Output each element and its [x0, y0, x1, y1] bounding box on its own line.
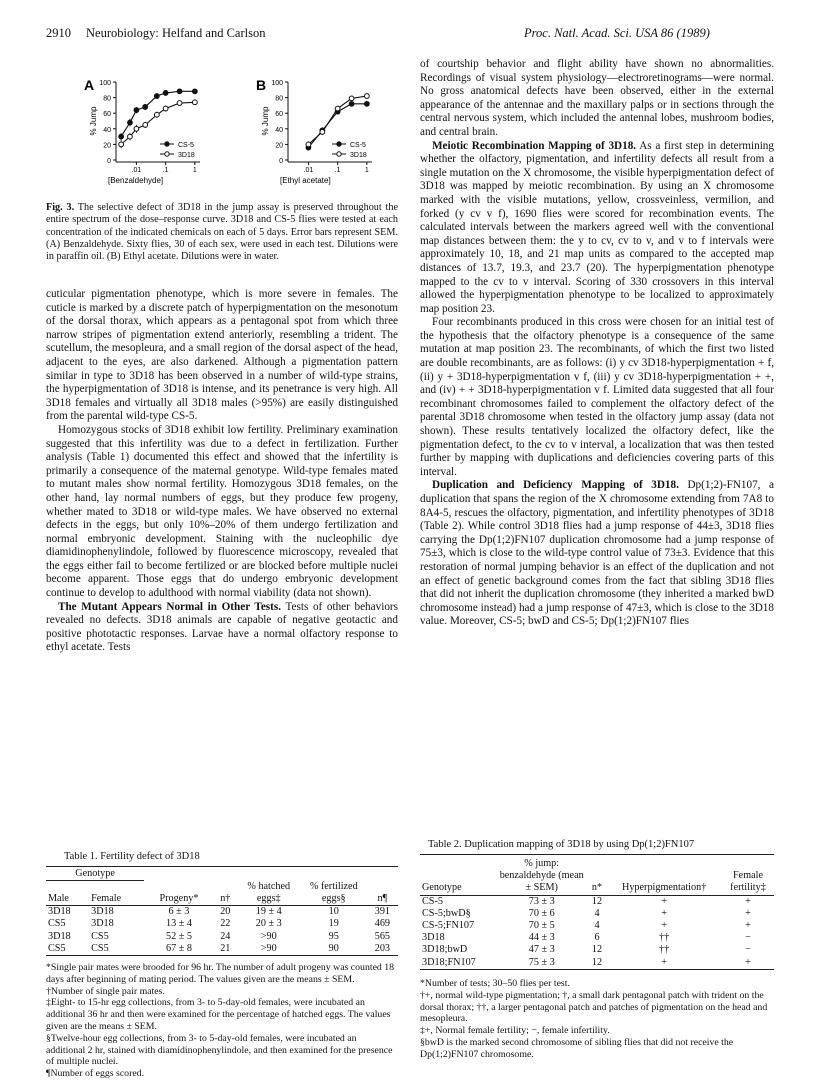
- cell: 12: [591, 895, 603, 907]
- figure-3-caption: [46, 202, 398, 263]
- cell: 391: [374, 906, 391, 918]
- y-tick-label: 100: [271, 80, 283, 87]
- table-1-header: % hatched eggs‡: [247, 880, 291, 904]
- cell: >90: [260, 930, 277, 942]
- data-point: [335, 106, 340, 111]
- right-paragraph-2: [420, 140, 774, 317]
- cell: 565: [374, 930, 391, 942]
- cell: −: [745, 944, 751, 956]
- cell: 75 ± 3: [528, 956, 555, 968]
- y-tick-label: 0: [279, 158, 283, 165]
- y-tick-label: 80: [275, 95, 283, 103]
- cell: CS5: [91, 942, 109, 954]
- cell: 3D18;FN107: [422, 956, 476, 968]
- data-point: [143, 105, 148, 110]
- data-point: [177, 89, 182, 94]
- data-point: [177, 101, 182, 106]
- data-point: [364, 94, 369, 99]
- footnote: §bwD is the marked second chromosome of sibling flies that did not receive the Dp(1;2)FN107 chromosome.: [420, 1036, 734, 1060]
- legend-label: 3D18: [178, 152, 195, 159]
- caption-label: Fig. 3.: [46, 202, 75, 213]
- cell: 44 ± 3: [528, 932, 555, 944]
- cell: 3D18: [48, 906, 71, 918]
- right-paragraph-4-text: Dp(1;2)-FN107, a duplication that spans the region of the X chromosome extending from 7A8 to 8A4-5, rescues the olfactory, pigmentation, and infertility phenotypes of 3D18 (Table 2). While control 3D18 flies had a jump response of 44±3, 3D18 flies carrying the Dp(1;2)FN107 duplication chromosome had a jump response of 75±3, which is close to the wild-type control value of 73±3. Evidence that this restoration of normal jumping behavior is an effect of the duplication and not an effect of genetic background comes from the fact that sibling 3D18 flies that did not inherit the duplication chromosome (they inherited a marked bwD chromosome instead) had a jump response of 47±3, which is close to the 3D18 value. Moreover, CS-5; bwD and CS-5; Dp(1;2)FN107 flies: [420, 479, 774, 628]
- table-row: [420, 920, 774, 932]
- cell: 22: [220, 918, 231, 930]
- table-2-header: % jump: benzaldehyde (mean ± SEM): [499, 858, 584, 894]
- data-point: [163, 91, 168, 96]
- page-number: 2910: [46, 26, 71, 40]
- y-tick-label: 60: [275, 111, 283, 119]
- caption-text: The selective defect of 3D18 in the jump assay is preserved throughout the entire spectrum of the dose–response curve. 3D18 and CS-5 flies were tested at each concentration of the indicated chemicals on each of 5 days. Error bars represent SEM. (A) Benzaldehyde. Sixty flies, 30 of each sex, were used in each test. Dilutions were in paraffin oil. (B) Ethyl acetate. Dilutions were in water.: [46, 202, 398, 263]
- y-axis-label: % Jump: [261, 106, 270, 136]
- cell: +: [661, 895, 668, 907]
- cell: +: [661, 956, 668, 968]
- footnote: *Number of tests; 30–50 flies per test.: [420, 978, 570, 989]
- table-1-notes: [46, 962, 398, 1080]
- cell: 20 ± 3: [255, 918, 282, 930]
- x-tick-label: 1: [364, 167, 369, 174]
- right-paragraph-3: Four recombinants produced in this cross were chosen for an initial test of the hypothesis that the olfactory phenotype is a consequence of the same mutation at map position 23. The recombinants, of which the first two listed are double recombinants, are as follows: (i) y cv 3D18-hyperpigmentation + f, (ii) y + 3D18-hyperpigmentation v f, (iii) y cv 3D18-hyperpigmentation + +, and (iv) + + 3D18-hyperpigmentation v f. Limited data suggested that all four recombinant chromosomes failed to complement the olfactory defect of the parental 3D18 chromosome when tested in the olfactory jump assay (data not shown). These results tentatively localized the olfactory defect, like the pigmentation defect, to the cv to v interval, a localization that was then tested further by mapping with duplications and deficiencies covering parts of this interval.: [420, 316, 774, 478]
- x-tick-label: .01: [303, 167, 314, 174]
- y-tick-label: 40: [103, 126, 111, 134]
- data-point: [134, 108, 139, 113]
- cell: 3D18: [48, 930, 71, 942]
- data-point: [364, 101, 369, 106]
- cell: 70 ± 5: [528, 920, 555, 932]
- right-paragraph-4: [420, 479, 774, 629]
- footnote: ‡+, Normal female fertility; −, female infertility.: [420, 1025, 610, 1037]
- table-2-header: n*: [591, 882, 603, 894]
- data-point: [128, 134, 133, 139]
- left-paragraph-1: cuticular pigmentation phenotype, which is more severe in females. The cuticle is marked by a discrete patch of hyperpigmentation on the mesonotum of the dorsal thorax, which appears as a pentagonal spot from which three narrow stripes of pigmentation extend anteriorly, resembling a trident. The scutellum, the mesopleura, and a small region of the dorsal aspect of the head, adjacent to the eyes, are also darkened. Although a pigmentation pattern similar in type to 3D18 has been observed in a number of wild-type strains, the hyperpigmentation of 3D18 is intense, and its penetrance is very high. All 3D18 females and virtually all 3D18 males (>95%) are easily distinguished from the parental wild-type CS-5.: [46, 288, 398, 423]
- legend-label: CS-5: [178, 142, 194, 149]
- cell: ††: [659, 944, 670, 956]
- table-2-header: Hyperpigmentation†: [621, 882, 707, 894]
- y-axis-label: % Jump: [89, 106, 98, 136]
- cell: CS-5: [422, 895, 443, 907]
- left-paragraph-3-text: Tests of other behaviors revealed no defects. 3D18 animals are capable of negative geotactic and positive phototactic responses. Larvae have a normal olfactory response to ethyl acetate. Tests: [46, 600, 398, 654]
- left-column: [46, 288, 398, 655]
- table-row: [420, 908, 774, 920]
- data-point: [128, 120, 133, 125]
- right-column: [420, 58, 774, 629]
- footnote: *Single pair mates were brooded for 96 hr. The number of adult progeny was counted 18 days after beginning of mating period. The values given are the means ± SEM.: [46, 962, 395, 985]
- cell: 20: [220, 906, 231, 918]
- table-row: [420, 957, 774, 970]
- cell: 67 ± 8: [165, 942, 192, 954]
- y-tick-label: 20: [275, 142, 283, 150]
- right-paragraph-1: of courtship behavior and flight ability have shown no abnormalities. Recordings of visual system physiology—electroretinograms—were normal. No gross anatomical defects have been observed, either in the external appearance of the antennae and the maxillary palps or in sections through the central nervous system, which included the antennal lobes, mushroom bodies, and central brain.: [420, 58, 774, 138]
- table-1-header: Progeny*: [159, 892, 199, 904]
- cell: 12: [591, 944, 603, 956]
- data-point: [192, 100, 197, 105]
- cell: CS5: [48, 942, 66, 954]
- table-2-title: Table 2. Duplication mapping of 3D18 by using Dp(1;2)FN107: [428, 839, 695, 850]
- cell: +: [745, 956, 751, 968]
- cell: 52 ± 5: [165, 930, 192, 942]
- cell: CS-5;FN107: [422, 920, 475, 932]
- data-point: [154, 94, 159, 99]
- cell: >90: [260, 942, 277, 954]
- cell: 21: [220, 942, 231, 954]
- table-1-title: Table 1. Fertility defect of 3D18: [64, 851, 200, 862]
- cell: 203: [374, 942, 391, 954]
- x-tick-label: .1: [334, 167, 341, 174]
- x-tick-label: 1: [192, 167, 197, 174]
- cell: 90: [328, 942, 339, 954]
- legend-marker: [337, 142, 341, 146]
- data-point: [119, 142, 124, 147]
- table-row: [46, 931, 398, 943]
- x-axis-label: [Ethyl acetate]: [280, 176, 331, 185]
- data-point: [192, 89, 197, 94]
- cell: 47 ± 3: [528, 944, 555, 956]
- data-point: [320, 130, 325, 135]
- legend-label: 3D18: [350, 152, 367, 159]
- y-tick-label: 20: [103, 142, 111, 150]
- cell: 4: [594, 920, 600, 932]
- table-row: [46, 918, 398, 930]
- table-1-header: n†: [220, 892, 231, 904]
- table-2: [420, 858, 774, 970]
- cell: 19 ± 4: [255, 906, 282, 918]
- table-row: [46, 943, 398, 956]
- cell: CS5: [48, 918, 66, 930]
- footnote: †+, normal wild-type pigmentation; †, a small dark pentagonal patch with trident on the dorsal thorax; ††, a larger pentagonal patch and patches of pigmentation on the head and mesopleura.: [420, 989, 768, 1025]
- cell: 19: [328, 918, 339, 930]
- cell: +: [745, 895, 751, 907]
- cell: 3D18: [422, 932, 445, 944]
- y-tick-label: 100: [99, 80, 111, 87]
- panel-label: B: [256, 77, 267, 93]
- cell: 3D18: [91, 906, 114, 918]
- x-axis-label: [Benzaldehyde]: [108, 176, 164, 185]
- cell: 3D18: [91, 918, 114, 930]
- table-row: [420, 932, 774, 944]
- legend-marker: [165, 152, 169, 156]
- table-2-header: Genotype: [422, 882, 462, 894]
- y-tick-label: 40: [275, 126, 283, 134]
- table-2-header: Female fertility‡: [730, 870, 766, 894]
- legend-marker: [337, 152, 341, 156]
- data-point: [119, 134, 124, 139]
- footnote: ¶Number of eggs scored.: [46, 1068, 145, 1080]
- cell: 95: [328, 930, 339, 942]
- table-1-header: n¶: [377, 892, 388, 904]
- table-1-group-header: Genotype: [46, 868, 144, 881]
- cell: +: [661, 907, 668, 919]
- table-1-header: % fertilized eggs§: [309, 880, 358, 904]
- legend-marker: [165, 142, 169, 146]
- section-heading-meiotic: Meiotic Recombination Mapping of 3D18.: [432, 139, 637, 152]
- footnote: †Number of single pair mates.: [46, 985, 165, 997]
- legend-label: CS-5: [350, 142, 366, 149]
- cell: 4: [594, 907, 600, 919]
- panel-label: A: [84, 77, 95, 93]
- table-1: [46, 868, 398, 956]
- cell: CS5: [91, 930, 109, 942]
- data-point: [163, 106, 168, 111]
- y-tick-label: 0: [107, 158, 111, 165]
- cell: 73 ± 3: [528, 895, 555, 907]
- y-tick-label: 60: [103, 111, 111, 119]
- y-tick-label: 80: [103, 95, 111, 103]
- section-heading-duplication: Duplication and Deficiency Mapping of 3D18.: [432, 479, 679, 492]
- section-heading-normal-tests: The Mutant Appears Normal in Other Tests.: [58, 600, 282, 613]
- cell: 10: [328, 906, 339, 918]
- left-paragraph-2: Homozygous stocks of 3D18 exhibit low fertility. Preliminary examination suggested that this infertility was due to a defect in fertilization. Further analysis (Table 1) documented this effect and showed that the infertility is primarily a consequence of the maternal genotype. Wild-type females mated to mutant males show normal fertility. Homozygous 3D18 females, on the other hand, lay normal numbers of eggs, but they produce few progeny, whether mated to 3D18 or wild-type males. We have observed no external defects in the eggs, but only 10%–20% of them undergo fertilization and normal embryonic development. Staining with the nucleophilic dye diamidinophenylindole, followed by fluorescence microscopy, revealed that the eggs either fail to become fertilized or are blocked before multiple nuclei become apparent. Those eggs that do undergo embryonic development continue to develop to adulthood with normal viability (data not shown).: [46, 423, 398, 600]
- x-tick-label: .1: [162, 167, 169, 174]
- right-paragraph-2-text: As a first step in determining whether the olfactory, pigmentation, and infertility defects all result from a single mutation on the X chromosome, the visible hyperpigmentation defect of 3D18 was mapped by meiotic recombination. By using an X chromosome marked with the visible mutations, yellow, crossveinless, vermilion, and forked (y cv v f), 1690 flies were scored for recombination events. The calculated intervals between the markers agreed well with the conventional map distances between them: the y to cv, cv to v, and v to f intervals were approximately 10, 18, and 21 map units as compared to the accepted map distances of 13.7, 19.3, and 23.7 (20). The hyperpigmentation phenotype mapped to the cv to v interval. Scoring of 330 crossovers in this interval allowed the hyperpigmentation phenotype to be localized to approximately map position 23.: [420, 139, 774, 315]
- cell: ††: [659, 932, 670, 944]
- cell: +: [661, 920, 668, 932]
- cell: 6 ± 3: [168, 906, 190, 918]
- cell: 469: [374, 918, 391, 930]
- cell: 13 ± 4: [165, 918, 192, 930]
- footnote: ‡Eight- to 15-hr egg collections, from 3- to 5-day-old females, were incubated an additional 36 hr and then were examined for the percentage of hatched eggs. The values given are the means ± SEM.: [46, 997, 391, 1032]
- x-tick-label: .01: [131, 167, 142, 174]
- cell: +: [745, 920, 751, 932]
- cell: 70 ± 6: [528, 907, 555, 919]
- table-row: [420, 944, 774, 956]
- table-1-header: Female: [91, 892, 122, 904]
- data-point: [143, 123, 148, 128]
- cell: 6: [594, 932, 600, 944]
- data-point: [349, 101, 354, 106]
- data-point: [134, 126, 139, 131]
- data-point: [306, 142, 311, 147]
- cell: 24: [220, 930, 231, 942]
- table-row: [46, 906, 398, 919]
- cell: −: [745, 932, 751, 944]
- running-section: Neurobiology: Helfand and Carlson: [86, 26, 266, 40]
- journal-citation: Proc. Natl. Acad. Sci. USA 86 (1989): [524, 26, 710, 40]
- figure-3: [84, 74, 410, 198]
- left-paragraph-3: [46, 601, 398, 655]
- table-row: [420, 895, 774, 908]
- data-point: [349, 96, 354, 101]
- data-point: [154, 112, 159, 117]
- footnote: §Twelve-hour egg collections, from 3- to 5-day-old females, were incubated an additional 2 hr, stained with diamidinophenylindole, and then examined for the presence of multiple nuclei.: [46, 1032, 393, 1068]
- cell: 12: [591, 956, 603, 968]
- cell: CS-5;bwD§: [422, 907, 471, 919]
- cell: +: [745, 907, 751, 919]
- table-2-notes: [420, 978, 774, 1061]
- table-1-header: Male: [48, 892, 69, 904]
- cell: 3D18;bwD: [422, 944, 468, 956]
